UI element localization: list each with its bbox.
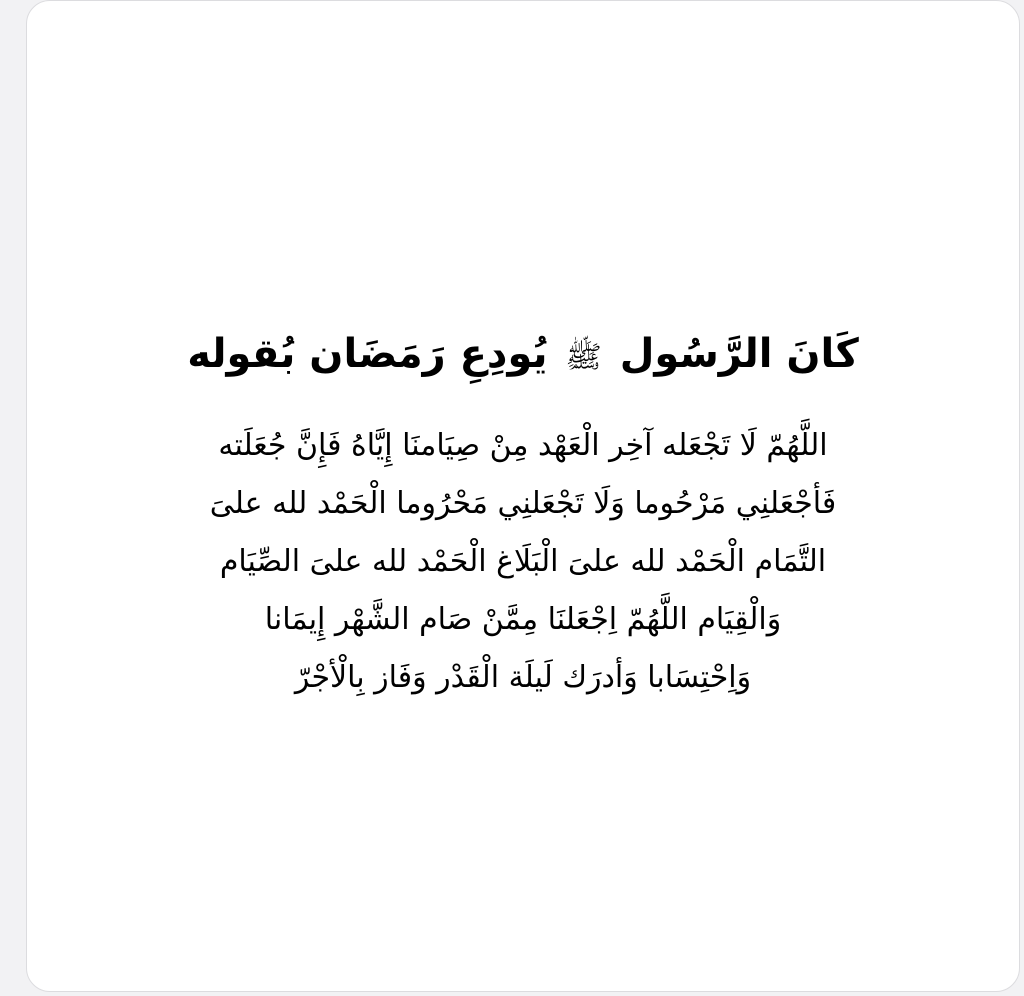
dua-line-1: اللَّهُمّ لَا تَجْعَله آخِر الْعَهْد مِنْ صِيَامنَا إِيَّاهُ فَإِنَّ جُعَلَته (218, 428, 828, 463)
post-title (27, 319, 1019, 393)
title-part-2: يُودِعِ رَمَضَان بُقوله (187, 331, 548, 377)
dua-line-5: وَاِحْتِسَابا وَأدرَك لَيلَة الْقَدْر وَفَاز بِالْأجْرّ (294, 660, 752, 695)
dua-line-4: وَالْقِيَام اللَّهُمّ اِجْعَلنَا مِمَّنْ صَام الشَّهْر إِيمَانا (264, 602, 782, 637)
title-part-1: كَانَ الرَّسُول (619, 331, 859, 377)
post-text (27, 319, 1019, 707)
honorific-glyph: ﷺ (565, 340, 602, 375)
post-card (26, 0, 1020, 992)
dua-line-2: فَأجْعَلنِي مَرْحُوما وَلَا تَجْعَلنِي مَحْرُوما الْحَمْد لله علىَ (209, 486, 837, 521)
dua-body (27, 417, 1019, 707)
dua-line-3: التَّمَام الْحَمْد لله علىَ الْبَلَاغ الْحَمْد لله علىَ الصِّيَام (219, 544, 827, 579)
